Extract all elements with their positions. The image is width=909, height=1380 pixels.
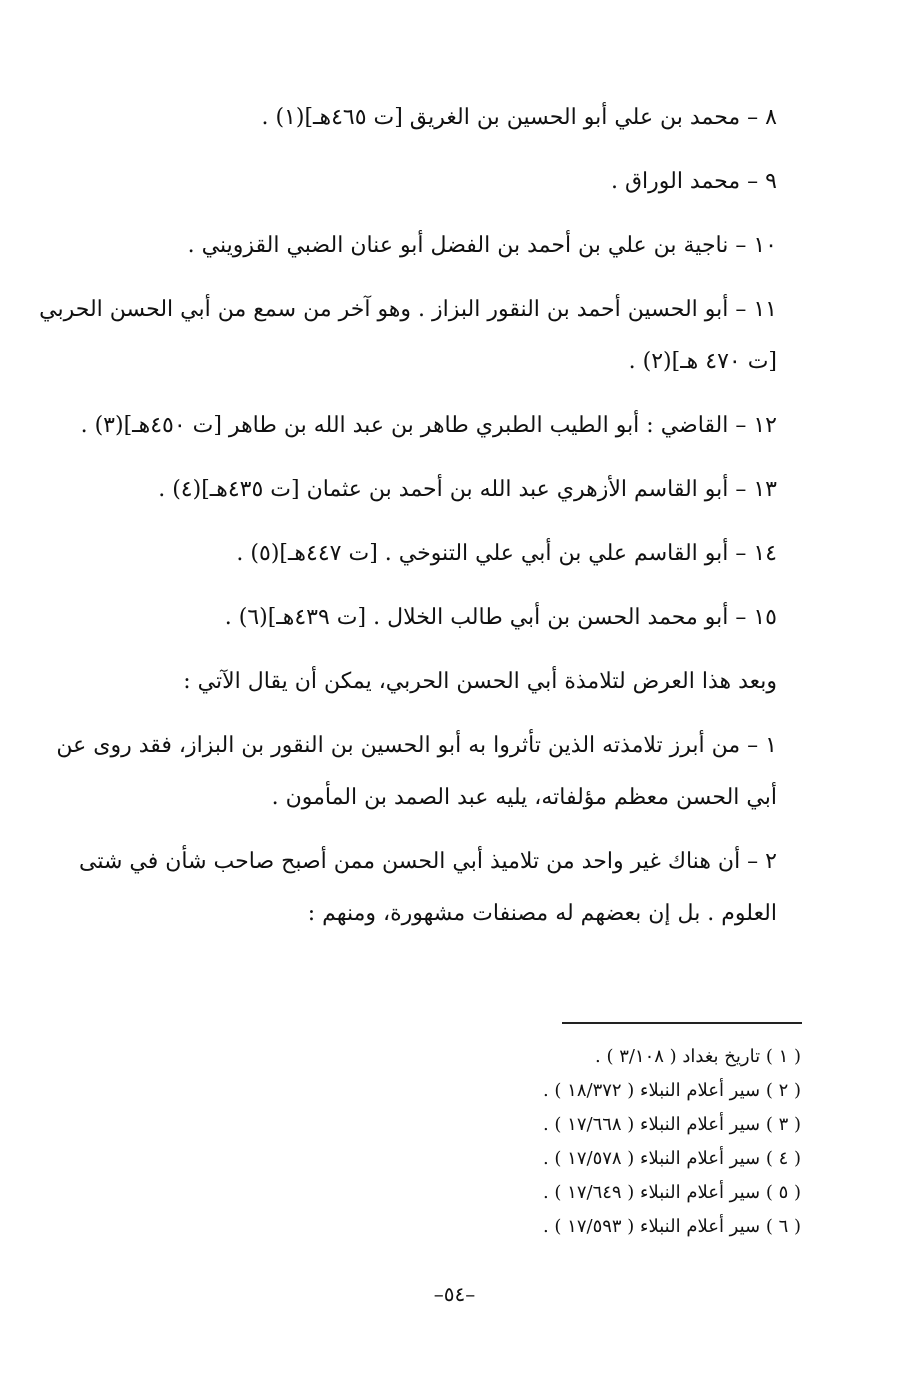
footnote-5: ( ٥ ) سير أعلام النبلاء ( ١٧/٦٤٩ ) .	[542, 1182, 801, 1203]
entry-9: ٩ – محمد الوراق .	[610, 169, 777, 194]
point-2: ٢ – أن هناك غير واحد من تلاميذ أبي الحسن ممن أصبح صاحب شأن في شتى العلوم . بل إن بعضهم له مصنفات مشهورة، ومنهم :	[79, 849, 777, 926]
entry-11: ١١ – أبو الحسين أحمد بن النقور البزاز . وهو آخر من سمع من أبي الحسن الحربي [ت ٤٧٠ هـ](٢) .	[39, 297, 777, 374]
footnotes	[200, 1040, 801, 1244]
page-number: –٥٤–	[433, 1282, 476, 1306]
main-text	[28, 92, 801, 952]
footnote-4: ( ٤ ) سير أعلام النبلاء ( ١٧/٥٧٨ ) .	[542, 1148, 801, 1169]
entry-12: ١٢ – القاضي : أبو الطيب الطبري طاهر بن عبد الله بن طاهر [ت ٤٥٠هـ](٣) .	[80, 413, 777, 438]
point-1: ١ – من أبرز تلامذته الذين تأثروا به أبو الحسين بن النقور بن البزاز، فقد روى عن أبي الحسن معظم مؤلفاته، يليه عبد الصمد بن المأمون .	[56, 733, 777, 810]
footnote-2: ( ٢ ) سير أعلام النبلاء ( ١٨/٣٧٢ ) .	[542, 1080, 801, 1101]
summary-intro: وبعد هذا العرض لتلامذة أبي الحسن الحربي، يمكن أن يقال الآتي :	[183, 669, 777, 694]
entry-13: ١٣ – أبو القاسم الأزهري عبد الله بن أحمد بن عثمان [ت ٤٣٥هـ](٤) .	[158, 477, 777, 502]
footnote-6: ( ٦ ) سير أعلام النبلاء ( ١٧/٥٩٣ ) .	[542, 1216, 801, 1237]
footnote-divider	[562, 1022, 802, 1024]
footnote-3: ( ٣ ) سير أعلام النبلاء ( ١٧/٦٦٨ ) .	[542, 1114, 801, 1135]
entry-14: ١٤ – أبو القاسم علي بن أبي علي التنوخي . [ت ٤٤٧هـ](٥) .	[236, 541, 777, 566]
footnote-1: ( ١ ) تاريخ بغداد ( ٣/١٠٨ ) .	[595, 1046, 801, 1067]
entry-15: ١٥ – أبو محمد الحسن بن أبي طالب الخلال . [ت ٤٣٩هـ](٦) .	[224, 605, 777, 630]
entry-10: ١٠ – ناجية بن علي بن أحمد بن الفضل أبو عنان الضبي القزويني .	[187, 233, 777, 258]
entry-8: ٨ – محمد بن علي أبو الحسين بن الغريق [ت ٤٦٥هـ](١) .	[261, 105, 777, 130]
